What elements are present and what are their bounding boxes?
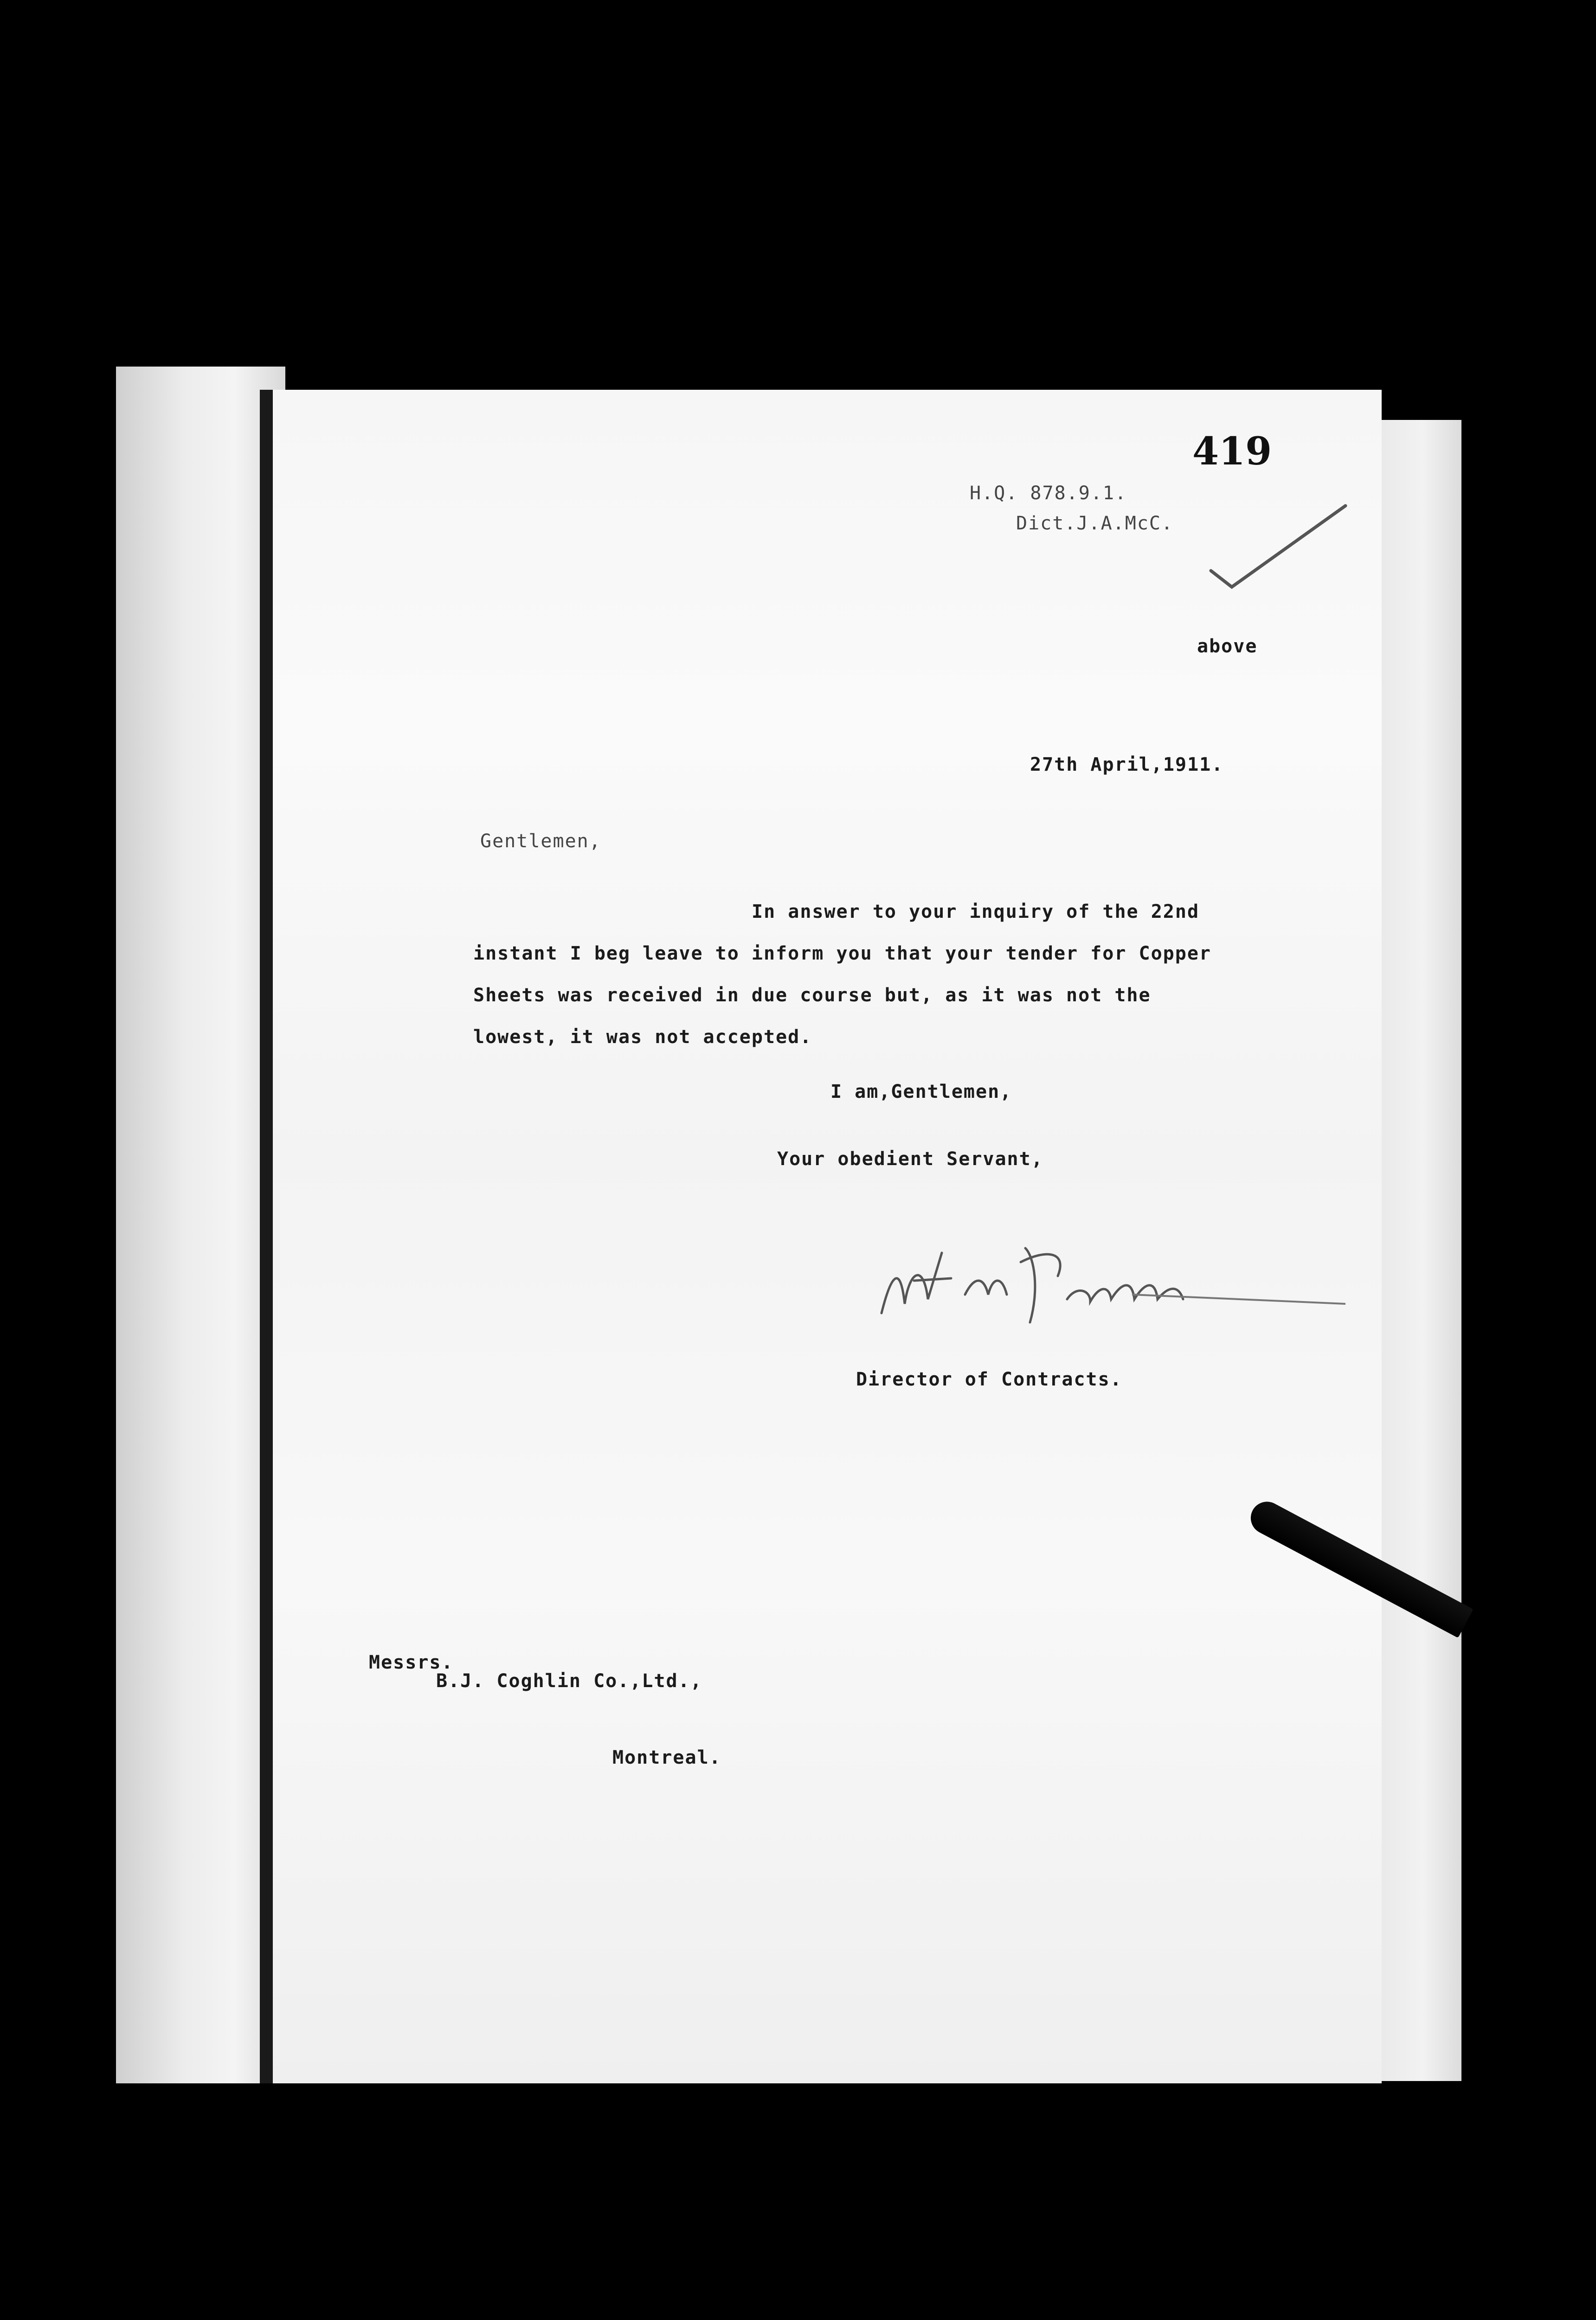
body-line: lowest, it was not accepted. <box>473 1026 812 1048</box>
letter-date: 27th April,1911. <box>1030 754 1224 775</box>
signature <box>872 1234 1355 1336</box>
body-line: In answer to your inquiry of the 22nd <box>752 901 1200 922</box>
dictation-reference: Dict.J.A.McC. <box>1016 513 1174 534</box>
body-line: Sheets was received in due course but, as it was not the <box>473 985 1151 1006</box>
closing-servant: Your obedient Servant, <box>777 1148 1043 1170</box>
salutation: Gentlemen, <box>480 831 601 852</box>
addressee-city: Montreal. <box>612 1747 721 1768</box>
addressee-name: B.J. Coghlin Co.,Ltd., <box>436 1670 702 1692</box>
body-line: instant I beg leave to inform you that your tender for Copper <box>473 943 1212 964</box>
checkmark-icon <box>1206 501 1355 594</box>
page-number: 419 <box>1192 429 1272 474</box>
addressee-prefix: Messrs. <box>369 1652 454 1673</box>
margin-note: above <box>1197 636 1258 657</box>
signatory-title: Director of Contracts. <box>856 1369 1122 1390</box>
file-reference: H.Q. 878.9.1. <box>970 483 1127 504</box>
closing-greeting: I am,Gentlemen, <box>830 1081 1012 1102</box>
letter-body <box>473 891 1285 1058</box>
